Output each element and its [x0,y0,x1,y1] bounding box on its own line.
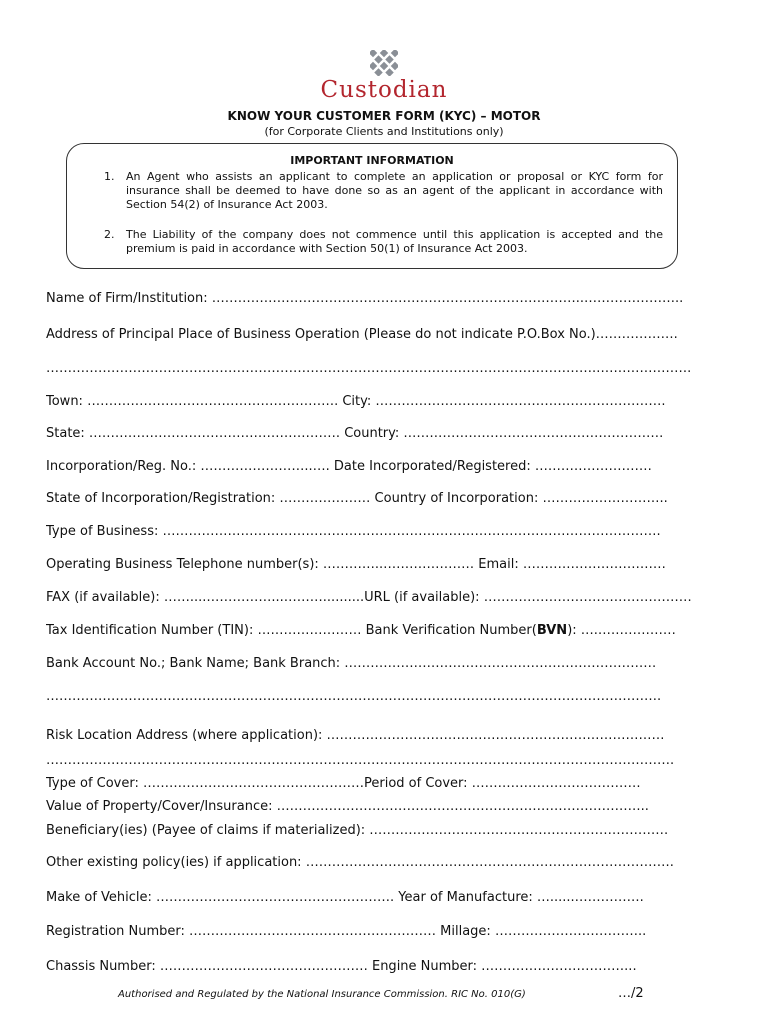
field-other-policies[interactable]: Other existing policy(ies) if application: …………………………………………………………………………. [46,855,674,870]
list-item-number: 2. [104,228,115,241]
important-information-heading: IMPORTANT INFORMATION [290,154,454,167]
list-item-number: 1. [104,170,115,183]
field-bank-account-continued[interactable]: ……………………………………………………………………………………………………………………………. [46,689,662,704]
custodian-emblem-icon [370,50,398,76]
field-value-of-property[interactable]: Value of Property/Cover/Insurance: ………………………………………………………………………….. [46,799,649,814]
logo-wordmark: Custodian [320,77,448,103]
field-state-of-incorporation[interactable]: State of Incorporation/Registration: ………………… Country of Incorporation: ……………………….. [46,491,668,506]
field-make-year[interactable]: Make of Vehicle: ………………………………………………. Year of Manufacture: …......……………. [46,890,644,905]
field-town-city[interactable]: Town: …………………………………………………. City: …………………………………………………………. [46,394,666,409]
field-fax-url[interactable]: FAX (if available): ……....……………...………..........URL (if available): ………………………………………… [46,590,692,605]
field-state-country[interactable]: State: …………………………………………………. Country: …………………………………………………… [46,426,664,441]
bvn-label: BVN [536,623,568,638]
field-tin-bvn[interactable] [46,623,726,639]
field-risk-location-continued[interactable]: ………………………………………………………………………………………………………………………………. [46,753,675,768]
field-incorporation[interactable]: Incorporation/Reg. No.: ……………………..…. Date Incorporated/Registered: ……………………… [46,459,652,474]
field-telephone-email[interactable]: Operating Business Telephone number(s): …………..………………… Email: …………………………… [46,557,666,572]
form-subtitle: (for Corporate Clients and Institutions only) [264,125,504,138]
list-item-text: The Liability of the company does not commence until this application is accepted and the premium is paid in accordance with Section 50(1) of Insurance Act 2003. [126,228,663,255]
field-registration-millage[interactable]: Registration Number: ………………………………………………… Millage: …………………………….. [46,924,647,939]
form-title: KNOW YOUR CUSTOMER FORM (KYC) – MOTOR [227,109,541,123]
page-number: …/2 [618,986,644,1001]
list-item [67,170,677,212]
list-item [67,228,677,256]
field-bank-account[interactable]: Bank Account No.; Bank Name; Bank Branch: ……………………………………………………………… [46,656,657,671]
field-risk-location[interactable]: Risk Location Address (where application): …………………………………………………………………… [46,728,665,743]
custodian-logo [0,50,768,102]
important-information-list [67,170,677,256]
field-type-of-cover[interactable]: Type of Cover: ……………………………………………Period of Cover: ………………………………… [46,776,641,791]
field-beneficiaries[interactable]: Beneficiary(ies) (Payee of claims if materialized): …………………………………………………………… [46,823,669,838]
field-chassis-engine[interactable]: Chassis Number: ………………………………………… Engine Number: ……………………………... [46,959,637,974]
field-address[interactable]: Address of Principal Place of Business Operation (Please do not indicate P.O.Box No.)………………. [46,327,678,342]
tin-bvn-prefix: Tax Identification Number (TIN): …………………… Bank Verification Number( [46,623,537,638]
list-item-text: An Agent who assists an applicant to complete an application or proposal or KYC form for insurance shall be deemed to have done so as an agent of the applicant in accordance with Section 54(2) of Insurance Act 2003. [126,170,663,211]
important-information-box [66,143,678,269]
footer-regulation-text: Authorised and Regulated by the National Insurance Commission. RIC No. 010(G) [118,989,526,1000]
tin-bvn-suffix: ): ….……………… [567,623,676,638]
field-name-of-firm[interactable]: Name of Firm/Institution: …………………………………………………………………………..………………….. [46,291,684,306]
field-type-of-business[interactable]: Type of Business: ……………………………………………………………………………………………………. [46,524,661,539]
field-address-continued[interactable]: ……………………………………………………………………………………………………………….…………………. [46,361,692,376]
